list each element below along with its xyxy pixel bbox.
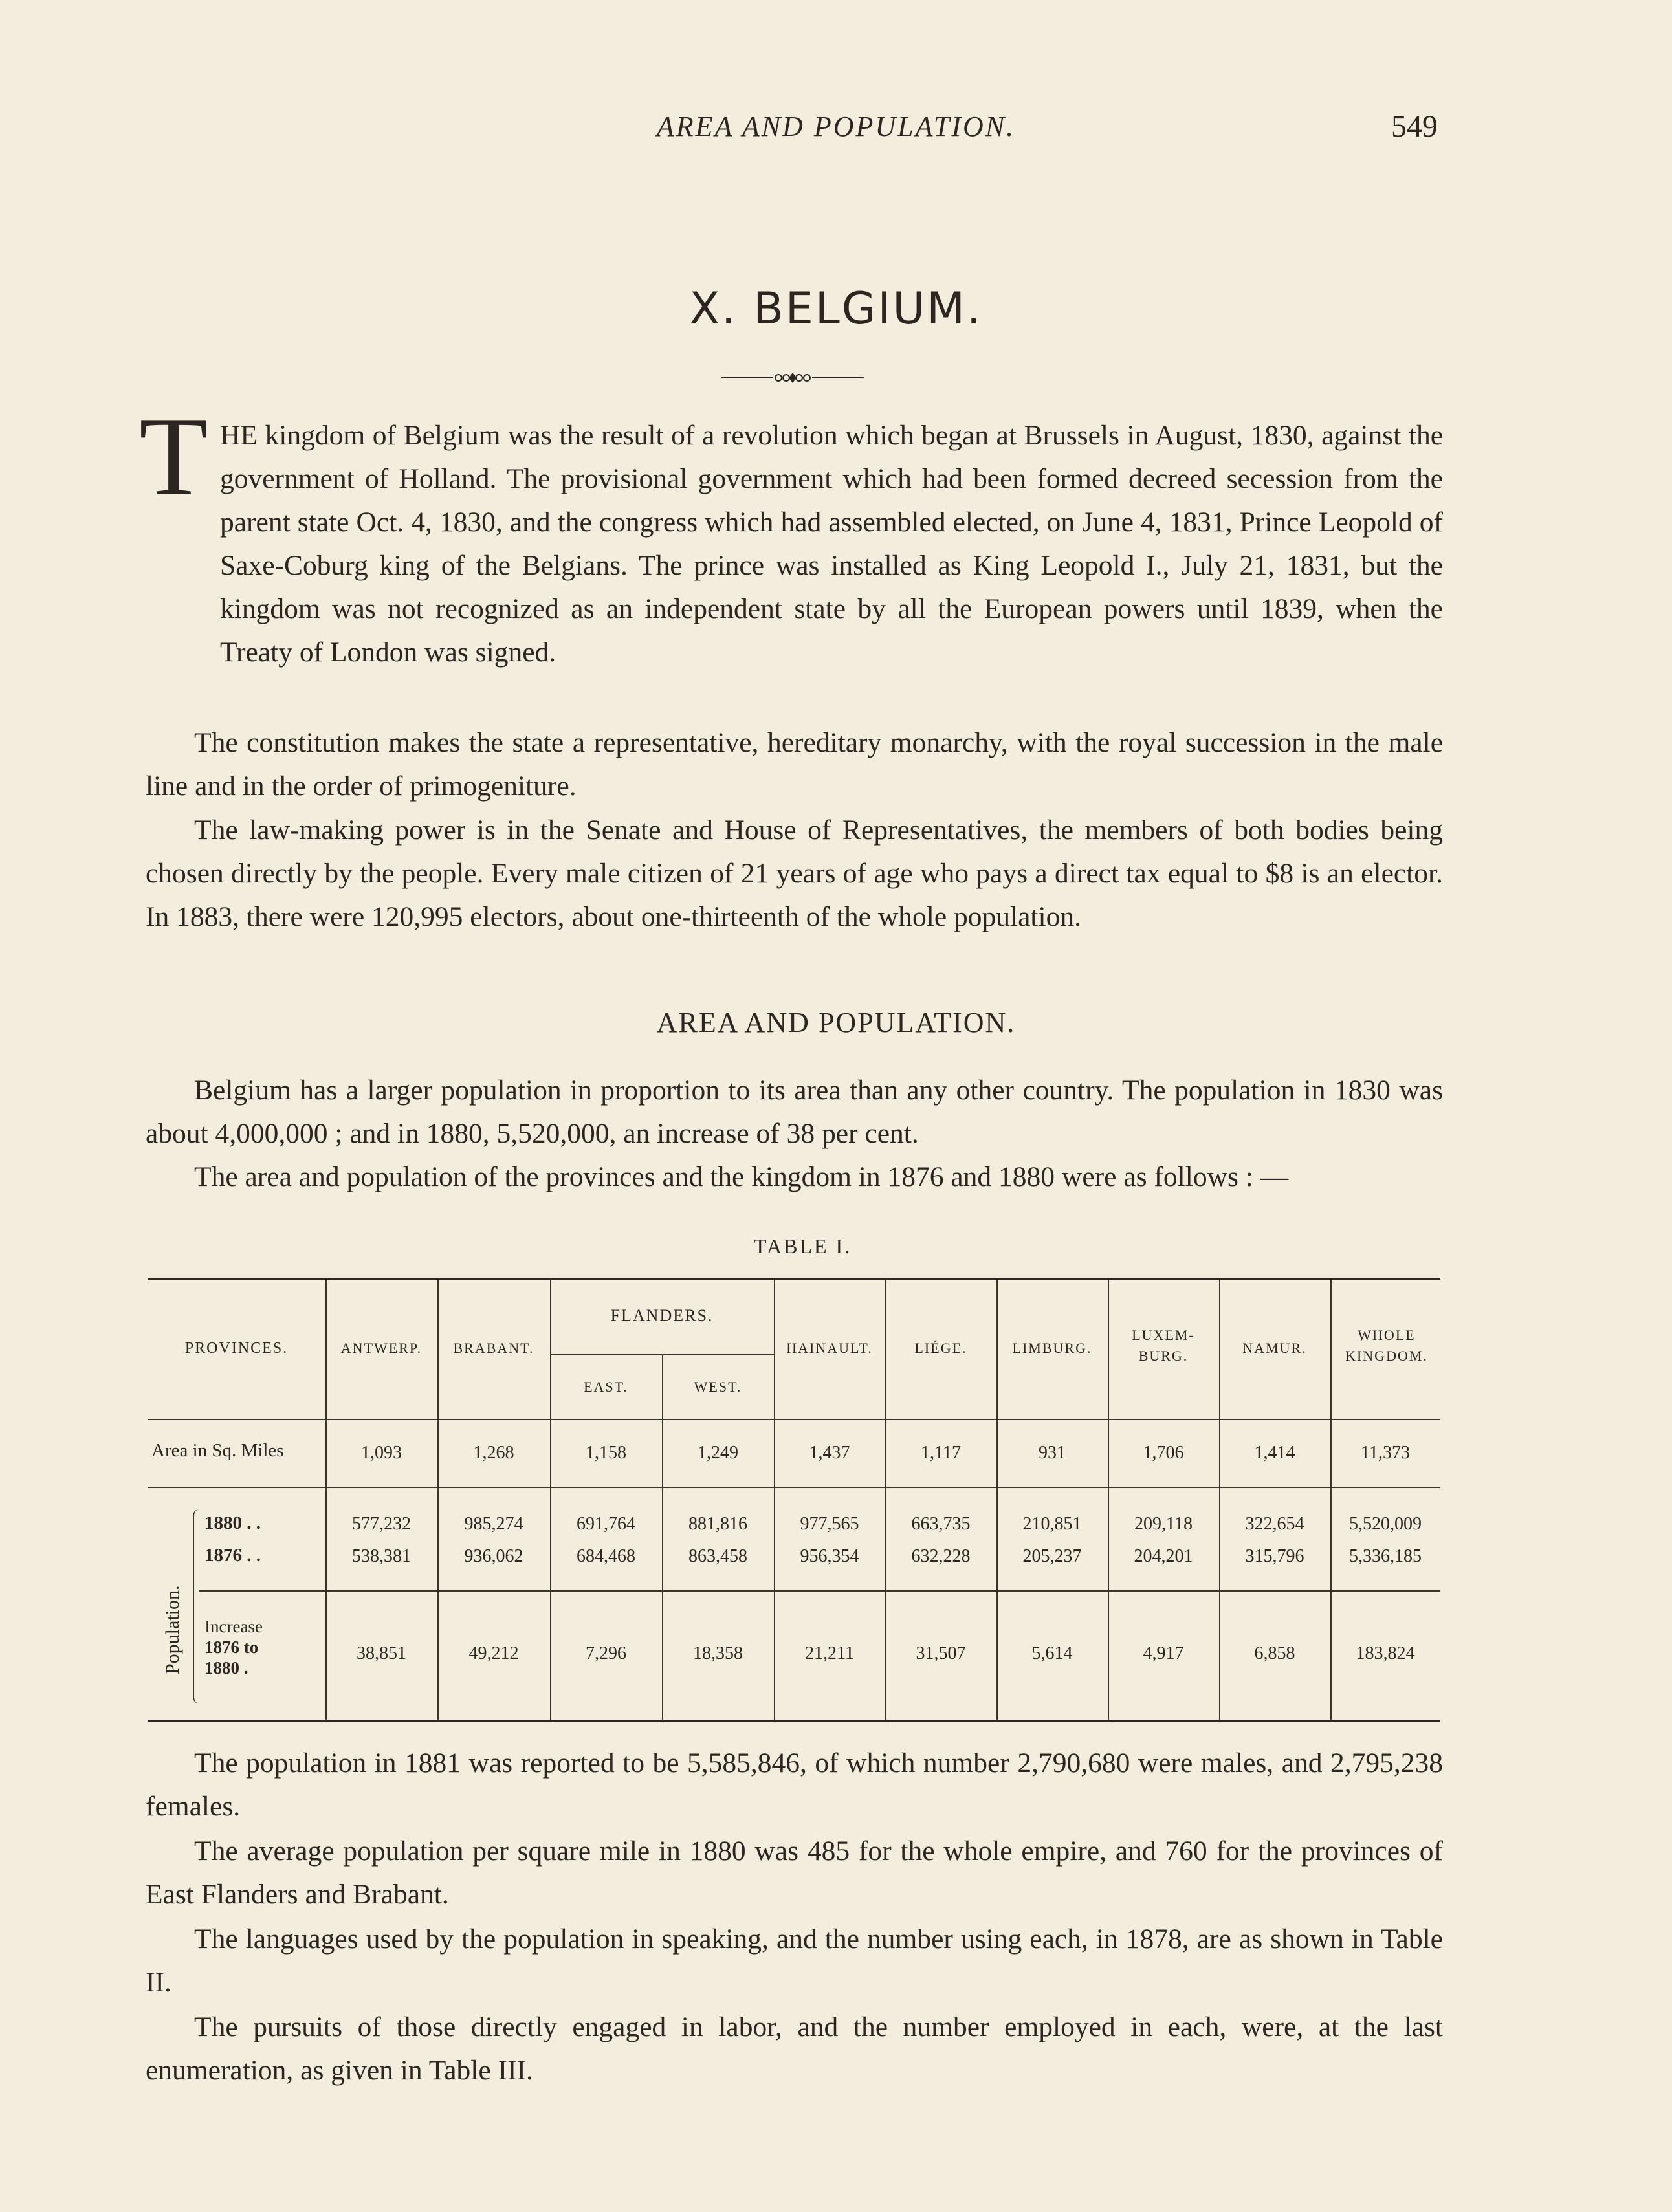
after-paragraph-3 [146, 1918, 1443, 2004]
intro-paragraph-3 [146, 809, 1443, 939]
intro-paragraph-1: HE kingdom of Belgium was the result of a revolution which began at Brussels in August, 1830, against the government of Holland. The provisional government which had been formed decreed secession from the parent state Oct. 4, 1830, and the congress which had assembled elected, on June 4, 1831, Prince Leopold of Saxe-Coburg king of the Belgians. The prince was installed as King Leopold I., July 21, 1831, but the kingdom was not recognized as an independent state by all the European powers until 1839, when the Treaty of London was signed. [220, 420, 1443, 668]
intro-para-1-lines1-3 [220, 414, 1443, 674]
increase-label-line-3: 1880 . [204, 1658, 248, 1678]
cell-increase-limburg: 5,614 [1031, 1643, 1073, 1663]
row-label-area: Area in Sq. Miles [151, 1440, 284, 1461]
cell-pop_1880-flanders-east: 691,764 [577, 1514, 635, 1534]
cell-pop_1880-brabant: 985,274 [464, 1514, 523, 1534]
header-brabant: BRABANT. [453, 1340, 534, 1356]
cell-area-flanders-east: 1,158 [586, 1443, 626, 1463]
population-label: Population. [162, 1585, 183, 1674]
header-east: EAST. [584, 1379, 628, 1395]
cell-pop_1880-whole-kingdom: 5,520,009 [1349, 1514, 1422, 1534]
after-paragraph-1-text: The population in 1881 was reported to be 5,585,846, of which number 2,790,680 were males, and 2,795,238 females. [146, 1747, 1443, 1822]
cell-pop_1880-luxemburg: 209,118 [1134, 1514, 1193, 1534]
intro-paragraph-3-text: The law-making power is in the Senate and House of Representatives, the members of both bodies being chosen directly by the people. Every male citizen of 21 years of age who pays a direct tax equal to $8 is an elector. In 1883, there were 120,995 electors, about one-thirteenth of the whole population. [146, 815, 1443, 932]
cell-pop_1876-flanders-east: 684,468 [577, 1546, 635, 1566]
section-paragraph-1 [146, 1069, 1443, 1155]
cell-area-flanders-west: 1,249 [698, 1443, 738, 1463]
cell-increase-hainault: 21,211 [805, 1643, 854, 1663]
after-paragraph-4 [146, 2006, 1443, 2092]
cell-pop_1876-brabant: 936,062 [464, 1546, 523, 1566]
table-caption: TABLE I. [754, 1234, 852, 1258]
page-number: 549 [1391, 109, 1438, 144]
header-limburg: LIMBURG. [1012, 1340, 1092, 1356]
after-paragraph-3-text: The languages used by the population in speaking, and the number using each, in 1878, are as shown in Table II. [146, 1923, 1443, 1998]
section-paragraph-2-text: The area and population of the provinces and the kingdom in 1876 and 1880 were as follows : — [194, 1161, 1289, 1192]
header-antwerp: ANTWERP. [340, 1340, 423, 1356]
population-brace [193, 1509, 202, 1703]
row-label-1876: 1876 . . [204, 1545, 261, 1566]
cell-pop_1876-whole-kingdom: 5,336,185 [1349, 1546, 1422, 1566]
cell-pop_1880-liege: 663,735 [911, 1514, 971, 1534]
cell-area-whole-kingdom: 11,373 [1361, 1443, 1410, 1463]
intro-paragraph-2 [146, 721, 1443, 808]
cell-increase-whole-kingdom: 183,824 [1356, 1643, 1415, 1663]
intro-paragraph-2-text: The constitution makes the state a representative, hereditary monarchy, with the royal succession in the male line and in the order of primogeniture. [146, 727, 1443, 802]
header-west: WEST. [694, 1379, 742, 1395]
header-hainault: HAINAULT. [786, 1340, 873, 1356]
ornament-divider [721, 370, 864, 386]
cell-pop_1880-flanders-west: 881,816 [688, 1514, 747, 1534]
header-provinces: PROVINCES. [184, 1340, 289, 1357]
cell-pop_1876-liege: 632,228 [911, 1546, 971, 1566]
cell-pop_1880-namur: 322,654 [1245, 1514, 1304, 1534]
cell-pop_1876-antwerp: 538,381 [352, 1546, 411, 1566]
after-paragraph-2 [146, 1830, 1443, 1916]
table-1 [148, 1278, 1440, 1722]
cell-pop_1876-hainault: 956,354 [800, 1546, 859, 1566]
cell-increase-flanders-west: 18,358 [693, 1643, 743, 1663]
cell-pop_1876-limburg: 205,237 [1022, 1546, 1082, 1566]
cell-increase-namur: 6,858 [1254, 1643, 1295, 1663]
cell-area-liege: 1,117 [921, 1443, 961, 1463]
cell-increase-luxemburg: 4,917 [1143, 1643, 1184, 1663]
cell-pop_1880-limburg: 210,851 [1022, 1514, 1082, 1534]
cell-area-antwerp: 1,093 [361, 1443, 402, 1463]
cell-pop_1876-flanders-west: 863,458 [688, 1546, 747, 1566]
increase-label-line-2: 1876 to [204, 1637, 259, 1657]
cell-pop_1876-namur: 315,796 [1245, 1546, 1304, 1566]
row-label-increase [204, 1616, 263, 1678]
section-paragraph-1-text: Belgium has a larger population in proportion to its area than any other country. The population in 1830 was about 4,000,000 ; and in 1880, 5,520,000, an increase of 38 per cent. [146, 1075, 1443, 1149]
header-namur: NAMUR. [1242, 1340, 1307, 1356]
cell-area-limburg: 931 [1039, 1443, 1066, 1463]
chapter-title: X. BELGIUM. [689, 283, 983, 334]
header-liege: LIÉGE. [914, 1340, 967, 1356]
after-paragraph-2-text: The average population per square mile in 1880 was 485 for the whole empire, and 760 for the provinces of East Flanders and Brabant. [146, 1835, 1443, 1910]
header-whole-kingdom: WHOLE KINGDOM. [1345, 1327, 1428, 1364]
cell-increase-brabant: 49,212 [468, 1643, 519, 1663]
cell-pop_1880-antwerp: 577,232 [352, 1514, 411, 1534]
section-title: AREA AND POPULATION. [656, 1007, 1016, 1038]
cell-area-hainault: 1,437 [809, 1443, 850, 1463]
header-luxemburg: LUXEM-BURG. [1132, 1327, 1195, 1364]
cell-increase-antwerp: 38,851 [357, 1643, 406, 1663]
cell-area-luxemburg: 1,706 [1143, 1443, 1184, 1463]
increase-label-line-1: Increase [204, 1617, 263, 1636]
section-paragraph-2 [146, 1155, 1443, 1199]
cell-area-namur: 1,414 [1254, 1443, 1295, 1463]
cell-pop_1880-hainault: 977,565 [800, 1514, 859, 1534]
cell-pop_1876-luxemburg: 204,201 [1134, 1546, 1193, 1566]
cell-increase-liege: 31,507 [916, 1643, 966, 1663]
after-paragraph-1 [146, 1742, 1443, 1828]
header-flanders: FLANDERS. [610, 1306, 714, 1325]
cell-increase-flanders-east: 7,296 [586, 1643, 626, 1663]
row-label-1880: 1880 . . [204, 1513, 261, 1533]
cell-area-brabant: 1,268 [473, 1443, 514, 1463]
running-head: AREA AND POPULATION. [656, 111, 1016, 142]
drop-cap: T [139, 393, 208, 519]
after-paragraph-4-text: The pursuits of those directly engaged in labor, and the number employed in each, were, at the last enumeration, as given in Table III. [146, 2011, 1443, 2086]
